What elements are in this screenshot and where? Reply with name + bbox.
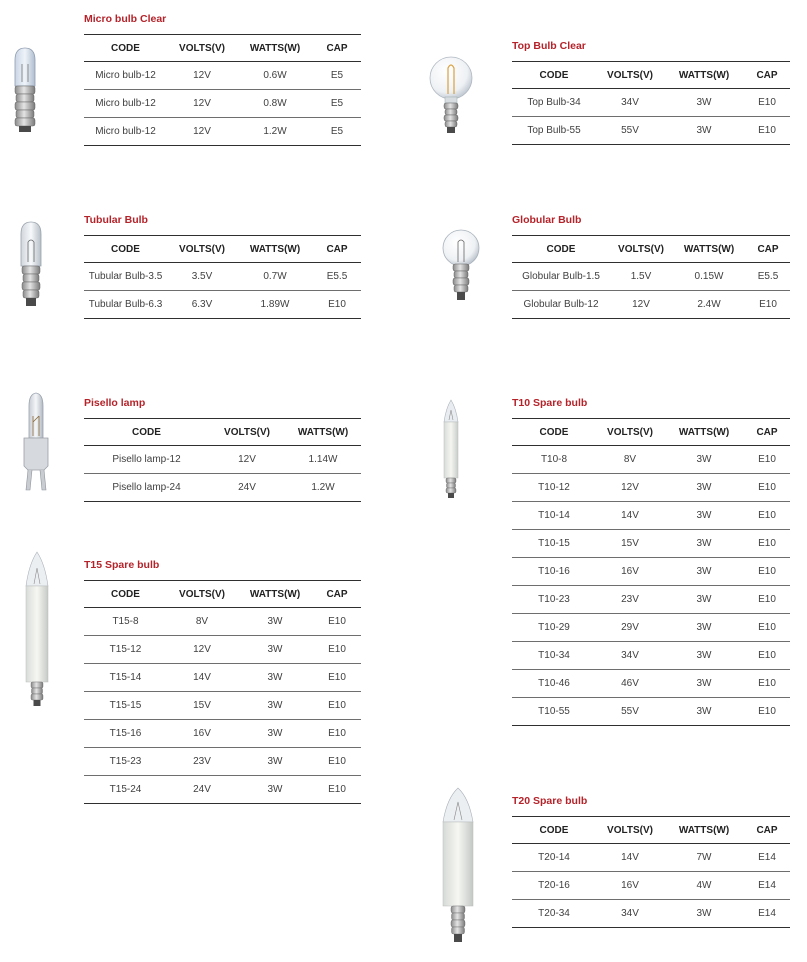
cell-cap: E5 [313, 90, 361, 118]
cell-cap: E10 [744, 586, 790, 614]
spec-table [512, 418, 790, 726]
cell-code: Top Bulb-34 [512, 89, 596, 117]
cell-cap: E10 [744, 698, 790, 726]
cell-volts: 55V [596, 117, 664, 145]
cell-watts: 0.8W [237, 90, 313, 118]
header-row [512, 236, 790, 263]
table-row [512, 698, 790, 726]
table-row [512, 872, 790, 900]
spec-table [512, 816, 790, 928]
tubular-bulb-icon [16, 220, 46, 316]
col-code-header: CODE [512, 419, 596, 446]
col-volts-header: VOLTS(V) [596, 62, 664, 89]
table-row [84, 118, 361, 146]
cell-code: Micro bulb-12 [84, 62, 167, 90]
cell-cap: E10 [313, 720, 361, 748]
cell-cap: E10 [744, 670, 790, 698]
table-row [84, 62, 361, 90]
header-row [512, 419, 790, 446]
cell-cap: E5.5 [746, 263, 790, 291]
cell-code: T10-29 [512, 614, 596, 642]
table-row [84, 664, 361, 692]
header-row [84, 35, 361, 62]
cell-volts: 34V [596, 89, 664, 117]
cell-cap: E10 [313, 636, 361, 664]
cell-volts: 34V [596, 900, 664, 928]
header-row [84, 236, 361, 263]
cell-volts: 16V [596, 872, 664, 900]
cell-volts: 14V [167, 664, 237, 692]
cell-watts: 0.7W [237, 263, 313, 291]
cell-watts: 3W [664, 558, 744, 586]
cell-volts: 12V [167, 118, 237, 146]
globular-bulb-icon [440, 228, 482, 312]
cell-watts: 3W [664, 502, 744, 530]
section-title: T20 Spare bulb [512, 795, 588, 807]
cell-watts: 3W [237, 636, 313, 664]
cell-code: Top Bulb-55 [512, 117, 596, 145]
spec-table [84, 580, 361, 804]
col-volts-header: VOLTS(V) [596, 419, 664, 446]
cell-cap: E10 [313, 776, 361, 804]
cell-volts: 6.3V [167, 291, 237, 319]
col-cap-header: CAP [313, 581, 361, 608]
cell-cap: E10 [744, 530, 790, 558]
table-row [512, 291, 790, 319]
cell-watts: 3W [237, 664, 313, 692]
table-row [84, 692, 361, 720]
cell-watts: 1.2W [237, 118, 313, 146]
cell-watts: 3W [237, 608, 313, 636]
table-row [512, 263, 790, 291]
table-row [84, 291, 361, 319]
section-title: Globular Bulb [512, 214, 582, 226]
cell-watts: 3W [664, 474, 744, 502]
cell-code: Pisello lamp-12 [84, 446, 209, 474]
cell-cap: E14 [744, 900, 790, 928]
cell-watts: 7W [664, 844, 744, 872]
table-row [512, 502, 790, 530]
cell-watts: 3W [237, 776, 313, 804]
cell-code: T15-8 [84, 608, 167, 636]
col-watts-header: WATTS(W) [285, 419, 361, 446]
cell-volts: 14V [596, 844, 664, 872]
cell-code: T15-16 [84, 720, 167, 748]
table-row [512, 670, 790, 698]
spec-table [512, 61, 790, 145]
cell-code: Globular Bulb-1.5 [512, 263, 610, 291]
cell-watts: 3W [664, 446, 744, 474]
col-cap-header: CAP [744, 817, 790, 844]
cell-watts: 1.14W [285, 446, 361, 474]
cell-code: T15-15 [84, 692, 167, 720]
cell-cap: E10 [313, 664, 361, 692]
col-volts-header: VOLTS(V) [167, 35, 237, 62]
spec-table [84, 235, 361, 319]
col-watts-header: WATTS(W) [237, 581, 313, 608]
cell-code: T10-55 [512, 698, 596, 726]
t10-bulb-icon [438, 398, 464, 504]
col-code-header: CODE [84, 419, 209, 446]
cell-code: T10-16 [512, 558, 596, 586]
spec-table [512, 235, 790, 319]
section-title: Tubular Bulb [84, 214, 148, 226]
col-code-header: CODE [84, 236, 167, 263]
cell-cap: E5.5 [313, 263, 361, 291]
cell-cap: E10 [744, 117, 790, 145]
table-row [84, 90, 361, 118]
cell-volts: 8V [596, 446, 664, 474]
table-row [84, 446, 361, 474]
col-cap-header: CAP [313, 35, 361, 62]
cell-cap: E10 [744, 446, 790, 474]
table-row [84, 263, 361, 291]
col-volts-header: VOLTS(V) [610, 236, 672, 263]
cell-code: T15-14 [84, 664, 167, 692]
table-row [512, 530, 790, 558]
cell-cap: E14 [744, 872, 790, 900]
t20-bulb-icon [436, 786, 480, 948]
cell-volts: 55V [596, 698, 664, 726]
table-row [84, 720, 361, 748]
cell-cap: E10 [313, 692, 361, 720]
cell-watts: 0.15W [672, 263, 746, 291]
header-row [512, 62, 790, 89]
table-row [512, 900, 790, 928]
col-code-header: CODE [84, 581, 167, 608]
micro-bulb-icon [10, 46, 40, 138]
cell-code: T20-34 [512, 900, 596, 928]
cell-code: T15-23 [84, 748, 167, 776]
cell-code: T20-16 [512, 872, 596, 900]
col-code-header: CODE [512, 236, 610, 263]
table-row [84, 748, 361, 776]
cell-code: T10-15 [512, 530, 596, 558]
cell-volts: 1.5V [610, 263, 672, 291]
cell-watts: 3W [664, 698, 744, 726]
table-row [512, 586, 790, 614]
cell-cap: E10 [744, 614, 790, 642]
section-title: T15 Spare bulb [84, 559, 160, 571]
spec-table [84, 34, 361, 146]
cell-code: Micro bulb-12 [84, 118, 167, 146]
cell-watts: 3W [664, 900, 744, 928]
col-volts-header: VOLTS(V) [167, 236, 237, 263]
cell-code: T15-12 [84, 636, 167, 664]
cell-code: T10-14 [512, 502, 596, 530]
cell-cap: E10 [744, 642, 790, 670]
section-title: Micro bulb Clear [84, 13, 167, 25]
cell-watts: 3W [664, 530, 744, 558]
cell-volts: 34V [596, 642, 664, 670]
top-bulb-icon [428, 50, 474, 140]
col-watts-header: WATTS(W) [664, 817, 744, 844]
cell-cap: E10 [744, 89, 790, 117]
cell-code: T10-8 [512, 446, 596, 474]
col-watts-header: WATTS(W) [237, 236, 313, 263]
cell-cap: E10 [744, 474, 790, 502]
cell-cap: E10 [744, 502, 790, 530]
cell-watts: 3W [237, 692, 313, 720]
cell-volts: 3.5V [167, 263, 237, 291]
cell-code: Micro bulb-12 [84, 90, 167, 118]
table-row [512, 446, 790, 474]
pisello-lamp-icon [18, 392, 54, 496]
cell-volts: 12V [610, 291, 672, 319]
col-volts-header: VOLTS(V) [596, 817, 664, 844]
table-row [512, 642, 790, 670]
cell-code: T10-34 [512, 642, 596, 670]
section-title: T10 Spare bulb [512, 397, 588, 409]
cell-cap: E5 [313, 62, 361, 90]
cell-cap: E10 [313, 291, 361, 319]
cell-volts: 15V [596, 530, 664, 558]
cell-code: Globular Bulb-12 [512, 291, 610, 319]
section-title: Pisello lamp [84, 397, 146, 409]
table-row [512, 117, 790, 145]
col-volts-header: VOLTS(V) [167, 581, 237, 608]
cell-watts: 2.4W [672, 291, 746, 319]
cell-code: T10-23 [512, 586, 596, 614]
cell-volts: 14V [596, 502, 664, 530]
cell-watts: 3W [664, 89, 744, 117]
cell-code: Tubular Bulb-6.3 [84, 291, 167, 319]
cell-volts: 16V [596, 558, 664, 586]
col-volts-header: VOLTS(V) [209, 419, 285, 446]
cell-watts: 3W [664, 614, 744, 642]
cell-watts: 3W [664, 117, 744, 145]
cell-watts: 0.6W [237, 62, 313, 90]
table-row [84, 636, 361, 664]
col-code-header: CODE [512, 817, 596, 844]
cell-code: T10-12 [512, 474, 596, 502]
table-row [512, 89, 790, 117]
col-watts-header: WATTS(W) [237, 35, 313, 62]
col-watts-header: WATTS(W) [664, 62, 744, 89]
section-title: Top Bulb Clear [512, 40, 586, 52]
cell-code: T10-46 [512, 670, 596, 698]
col-cap-header: CAP [744, 419, 790, 446]
table-row [84, 776, 361, 804]
table-row [512, 558, 790, 586]
cell-cap: E10 [746, 291, 790, 319]
cell-watts: 1.89W [237, 291, 313, 319]
cell-volts: 15V [167, 692, 237, 720]
cell-cap: E14 [744, 844, 790, 872]
table-row [512, 844, 790, 872]
cell-cap: E5 [313, 118, 361, 146]
cell-volts: 46V [596, 670, 664, 698]
cell-cap: E10 [313, 608, 361, 636]
cell-volts: 12V [596, 474, 664, 502]
t15-bulb-icon [20, 550, 54, 712]
cell-volts: 12V [167, 62, 237, 90]
col-code-header: CODE [84, 35, 167, 62]
col-cap-header: CAP [746, 236, 790, 263]
header-row [512, 817, 790, 844]
cell-watts: 3W [664, 642, 744, 670]
cell-watts: 3W [237, 748, 313, 776]
cell-code: Pisello lamp-24 [84, 474, 209, 502]
col-cap-header: CAP [744, 62, 790, 89]
cell-volts: 23V [167, 748, 237, 776]
cell-watts: 3W [664, 586, 744, 614]
cell-volts: 16V [167, 720, 237, 748]
cell-volts: 8V [167, 608, 237, 636]
cell-watts: 3W [664, 670, 744, 698]
cell-cap: E10 [744, 558, 790, 586]
cell-volts: 23V [596, 586, 664, 614]
cell-volts: 12V [167, 90, 237, 118]
table-row [84, 608, 361, 636]
table-row [512, 614, 790, 642]
cell-volts: 12V [209, 446, 285, 474]
table-row [512, 474, 790, 502]
spec-table [84, 418, 361, 502]
cell-watts: 4W [664, 872, 744, 900]
header-row [84, 419, 361, 446]
cell-watts: 3W [237, 720, 313, 748]
col-code-header: CODE [512, 62, 596, 89]
col-cap-header: CAP [313, 236, 361, 263]
cell-code: Tubular Bulb-3.5 [84, 263, 167, 291]
header-row [84, 581, 361, 608]
cell-volts: 29V [596, 614, 664, 642]
cell-volts: 12V [167, 636, 237, 664]
cell-volts: 24V [167, 776, 237, 804]
cell-watts: 1.2W [285, 474, 361, 502]
cell-code: T15-24 [84, 776, 167, 804]
table-row [84, 474, 361, 502]
cell-volts: 24V [209, 474, 285, 502]
col-watts-header: WATTS(W) [664, 419, 744, 446]
cell-cap: E10 [313, 748, 361, 776]
col-watts-header: WATTS(W) [672, 236, 746, 263]
cell-code: T20-14 [512, 844, 596, 872]
